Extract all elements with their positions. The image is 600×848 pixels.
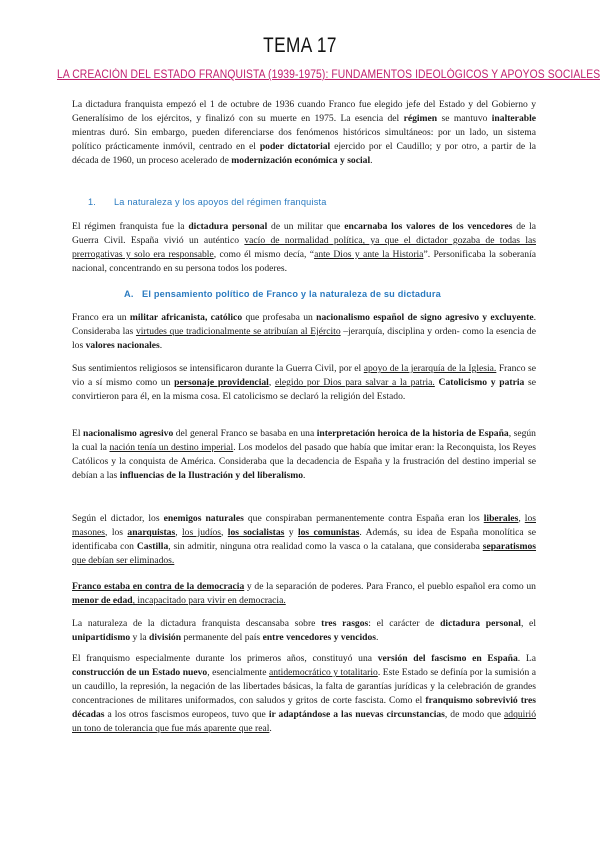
topic-title: TEMA 17 (263, 34, 337, 57)
paragraph-dictadura-personal: El régimen franquista fue la dictadura personal de un militar que encarnaba los valores de los vencedores de la Guerra Civil. España vivió un auténtico vacío de normalidad política, ya que el dictador gozaba de todas las prerrogativas y solo era responsable, como él mismo decía, “ante Dios y ante la Historia”. Personificaba la soberanía nacional, concentrando en su persona todos los poderes. (72, 221, 537, 274)
paragraph-version-fascismo: El franquismo especialmente durante los primeros años, constituyó una versión del fascismo en España. La construcción de un Estado nuevo, esencialmente antidemocrático y totalitario. Este Estado se definía por la sumisión a un caudillo, la represión, la negación de las libertades básicas, la falta de garantías jurídicas y la celebración de grandes concentraciones de militares uniformados, con saludos y gritos de corte fascista. Como el franquismo sobrevivió tres décadas a los otros fascismos europeos, tuvo que ir adaptándose a las nuevas circunstancias, de modo que adquirió un tono de tolerancia que fue más aparente que real. (72, 653, 537, 734)
paragraph-sentimientos-religiosos: Sus sentimientos religiosos se intensificaron durante la Guerra Civil, por el apoyo de la jerarquía de la Iglesia. Franco se vio a sí mismo como un personaje providencial, elegido por Dios para salvar a la patria. Catolicismo y patria se convirtieron para él, en la misma cosa. El catolicismo se declaró la religión del Estado. (72, 363, 536, 402)
paragraph-militar-africanista: Franco era un militar africanista, católico que profesaba un nacionalismo español de signo agresivo y excluyente. Consideraba las virtudes que tradicionalmente se atribuían al Ejército –jerarquía, disciplina y orden- como la esencia de los valores nacionales. (72, 312, 536, 351)
paragraph-tres-rasgos: La naturaleza de la dictadura franquista descansaba sobre tres rasgos: el carácter de dictadura personal, el unipartidismo y la división permanente del país entre vencedores y vencidos. (72, 618, 536, 643)
section-heading-1: 1. La naturaleza y los apoyos del régimen franquista (88, 197, 327, 207)
paragraph-nacionalismo-agresivo: El nacionalismo agresivo del general Franco se basaba en una interpretación heroica de la historia de España, según la cual la nación tenía un destino imperial. Los modelos del pasado que había que imitar eran: la Reconquista, los Reyes Católicos y la conquista de América. Consideraba que la decadencia de España y la frustración del destino imperial se debían a las influencias de la Ilustración y del liberalismo. (72, 428, 536, 481)
paragraph-contra-democracia: Franco estaba en contra de la democracia y de la separación de poderes. Para Franco, el pueblo español era como un menor de edad, incapacitado para vivir en democracia. (72, 581, 536, 606)
section-heading-a: A. El pensamiento político de Franco y la naturaleza de su dictadura (124, 289, 441, 299)
document-subtitle: LA CREACIÓN DEL ESTADO FRANQUISTA (1939-1975): FUNDAMENTOS IDEOLÓGICOS Y APOYOS SOCIALES (57, 69, 600, 81)
paragraph-enemigos-naturales: Según el dictador, los enemigos naturales que conspiraban permanentemente contra España eran los liberales, los masones, los anarquistas, los judíos, los socialistas y los comunistas. Además, su idea de España monolítica se identificaba con Castilla, sin admitir, ninguna otra realidad como la vasca o la catalana, que consideraba separatismos que debían ser eliminados. (72, 513, 537, 566)
intro-paragraph: La dictadura franquista empezó el 1 de octubre de 1936 cuando Franco fue elegido jefe del Estado y del Gobierno y Generalísimo de los ejércitos, y finalizó con su muerte en 1975. La esencia del régimen se mantuvo inalterable mientras duró. Sin embargo, pueden diferenciarse dos fenómenos históricos simultáneos: por un lado, un sistema político prácticamente inmóvil, centrado en el poder dictatorial ejercido por el Caudillo; y por otro, a partir de la década de 1960, un proceso acelerado de modernización económica y social. (72, 99, 537, 166)
